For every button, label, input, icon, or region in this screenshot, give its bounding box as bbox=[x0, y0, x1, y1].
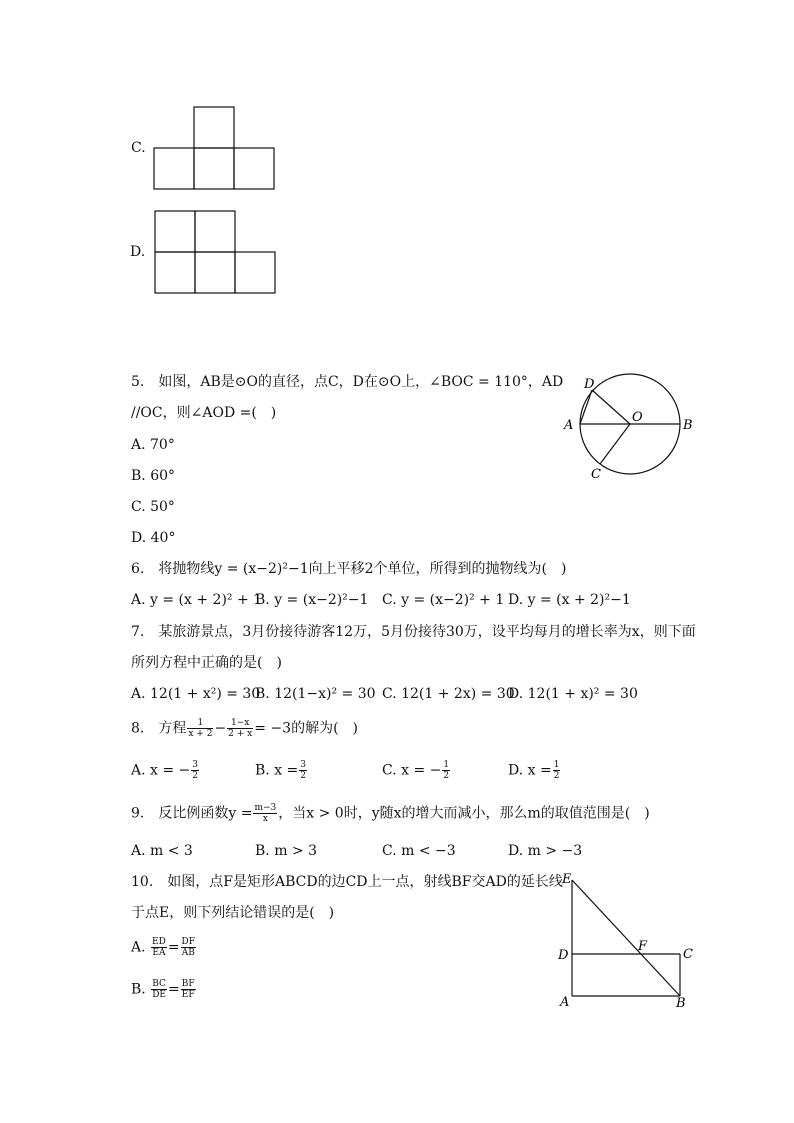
point-a-label: A bbox=[564, 418, 574, 433]
q9-option-c: C. m < −3 bbox=[382, 843, 456, 859]
q10-option-a bbox=[131, 937, 197, 958]
q8-option-b-den: 2 bbox=[300, 771, 306, 781]
q9-option-b: B. m > 3 bbox=[255, 843, 318, 859]
q8-option-d-text: D. x = bbox=[508, 762, 552, 779]
q8-option-a-fraction bbox=[191, 760, 199, 781]
q10-option-b-text: B. bbox=[131, 981, 146, 998]
q9-stem bbox=[131, 803, 650, 824]
q8-option-a-text: A. x = − bbox=[131, 762, 191, 779]
q8-option-a-den: 2 bbox=[192, 771, 199, 781]
point-a-label: A bbox=[560, 995, 570, 1010]
q8-option-c-text: C. x = − bbox=[382, 762, 442, 779]
q9-stem-prefix: 9. 反比例函数y = bbox=[131, 805, 253, 822]
point-d-label: D bbox=[558, 948, 569, 963]
q10-option-a-den-1: EA bbox=[152, 948, 166, 958]
q10-option-a-fraction-2 bbox=[181, 937, 196, 958]
q8-option-c bbox=[382, 760, 451, 781]
q10-option-a-den-2: AB bbox=[181, 948, 195, 958]
q10-option-b-den-1: DE bbox=[152, 990, 166, 1000]
point-b-label: B bbox=[683, 418, 693, 433]
q8-option-a bbox=[131, 760, 200, 781]
q5-stem-line1: 5. 如图，AB是⊙O的直径，点C，D在⊙O上，∠BOC = 110°，AD bbox=[131, 374, 564, 390]
q6-option-b: B. y = (x−2)²−1 bbox=[255, 592, 369, 608]
q5-circle-figure bbox=[560, 368, 700, 483]
q5-option-d: D. 40° bbox=[131, 530, 176, 546]
point-b-label: B bbox=[676, 996, 686, 1011]
q10-stem-line2: 于点E，则下列结论错误的是( ) bbox=[131, 905, 335, 921]
q8-fraction-2 bbox=[227, 718, 253, 739]
q5-option-b: B. 60° bbox=[131, 468, 176, 484]
q8-stem: 8. 方程 $\frac{1}{x + 2}$ − $\frac{1-x}{2 + x}$ = −3的解为( ) bbox=[131, 718, 358, 739]
point-o-label: O bbox=[632, 410, 643, 425]
q7-option-c: C. 12(1 + 2x) = 30 bbox=[382, 686, 515, 702]
point-f-label: F bbox=[638, 939, 648, 954]
q6-option-c: C. y = (x−2)² + 1 bbox=[382, 592, 505, 608]
q9-fraction bbox=[253, 803, 277, 824]
q10-option-a-num-2: DF bbox=[181, 937, 196, 947]
point-c-label: C bbox=[591, 467, 601, 482]
segment-ad bbox=[580, 390, 592, 424]
q10-option-b-num-1: BC bbox=[152, 979, 166, 989]
q8-stem-suffix: = −3的解为( ) bbox=[254, 720, 358, 737]
q8-option-b bbox=[255, 760, 308, 781]
q6-option-a: A. y = (x + 2)² + 1 bbox=[131, 592, 263, 608]
q9-option-a: A. m < 3 bbox=[131, 843, 193, 859]
q5-stem-line2: //OC，则∠AOD =( ) bbox=[131, 405, 277, 421]
q8-option-b-text: B. x = bbox=[255, 762, 299, 779]
q10-stem-line1: 10. 如图，点F是矩形ABCD的边CD上一点，射线BF交AD的延长线 bbox=[131, 874, 563, 890]
q7-option-b: B. 12(1−x)² = 30 bbox=[255, 686, 376, 702]
q8-fraction-2-denominator: 2 + x bbox=[228, 729, 253, 739]
q10-option-a-equals: = bbox=[167, 939, 180, 956]
q8-fraction-2-numerator: 1−x bbox=[227, 718, 253, 729]
q6-stem: 6. 将抛物线y = (x−2)²−1向上平移2个单位，所得到的抛物线为( ) bbox=[131, 561, 567, 577]
q10-option-a-fraction-1 bbox=[151, 937, 167, 958]
q10-option-b-num-2: BF bbox=[181, 979, 195, 989]
segment-oc bbox=[600, 424, 630, 464]
q8-option-d-fraction bbox=[553, 760, 561, 781]
q7-option-a: A. 12(1 + x²) = 30 bbox=[131, 686, 261, 702]
q7-option-d: D. 12(1 + x)² = 30 bbox=[508, 686, 638, 702]
q10-option-b-equals: = bbox=[168, 981, 180, 998]
q4-option-c-label: C. bbox=[131, 140, 146, 156]
q8-option-b-fraction bbox=[299, 760, 307, 781]
q10-option-a-num-1: ED bbox=[152, 937, 166, 947]
q8-stem-prefix: 8. 方程 bbox=[131, 720, 187, 737]
q7-stem-line1: 7. 某旅游景点，3月份接待游客12万，5月份接待30万，设平均每月的增长率为x，则下面 bbox=[131, 624, 696, 640]
q9-fraction-denominator: x bbox=[262, 814, 268, 824]
q8-option-a-num: 3 bbox=[192, 760, 199, 770]
q8-fraction-1-numerator: 1 bbox=[187, 718, 213, 729]
q4-option-c-net-figure bbox=[150, 104, 280, 194]
segment-od bbox=[592, 390, 630, 424]
q8-fraction-1 bbox=[187, 718, 213, 739]
q8-option-c-den: 2 bbox=[443, 771, 450, 781]
q10-rectangle-figure bbox=[552, 868, 702, 1013]
line-eb bbox=[572, 880, 680, 996]
q10-option-a-text: A. bbox=[131, 939, 146, 956]
q5-option-a: A. 70° bbox=[131, 437, 175, 453]
point-e-label: E bbox=[562, 872, 572, 887]
q7-stem-line2: 所列方程中正确的是( ) bbox=[131, 655, 282, 671]
q9-fraction-numerator: m−3 bbox=[254, 803, 277, 813]
q4-option-d-net-figure bbox=[151, 208, 281, 298]
q8-option-d-num: 1 bbox=[553, 760, 560, 770]
q5-option-c: C. 50° bbox=[131, 499, 175, 515]
q9-stem-suffix: ，当x > 0时，y随x的增大而减小，那么m的取值范围是( ) bbox=[278, 805, 650, 822]
q4-option-d-label: D. bbox=[130, 244, 146, 260]
q8-option-c-fraction bbox=[442, 760, 450, 781]
q8-fraction-1-denominator: x + 2 bbox=[188, 729, 213, 739]
q10-option-b-fraction-1 bbox=[151, 979, 167, 1000]
q8-option-d bbox=[508, 760, 561, 781]
q10-option-b-fraction-2 bbox=[181, 979, 196, 1000]
q8-option-d-den: 2 bbox=[553, 771, 560, 781]
q6-option-d: D. y = (x + 2)²−1 bbox=[508, 592, 631, 608]
q8-option-c-num: 1 bbox=[443, 760, 450, 770]
q10-option-b bbox=[131, 979, 197, 1000]
point-d-label: D bbox=[584, 377, 595, 392]
q9-option-d: D. m > −3 bbox=[508, 843, 583, 859]
q10-option-b-den-2: EF bbox=[181, 990, 195, 1000]
point-c-label: C bbox=[683, 947, 693, 962]
q8-option-b-num: 3 bbox=[300, 760, 306, 770]
